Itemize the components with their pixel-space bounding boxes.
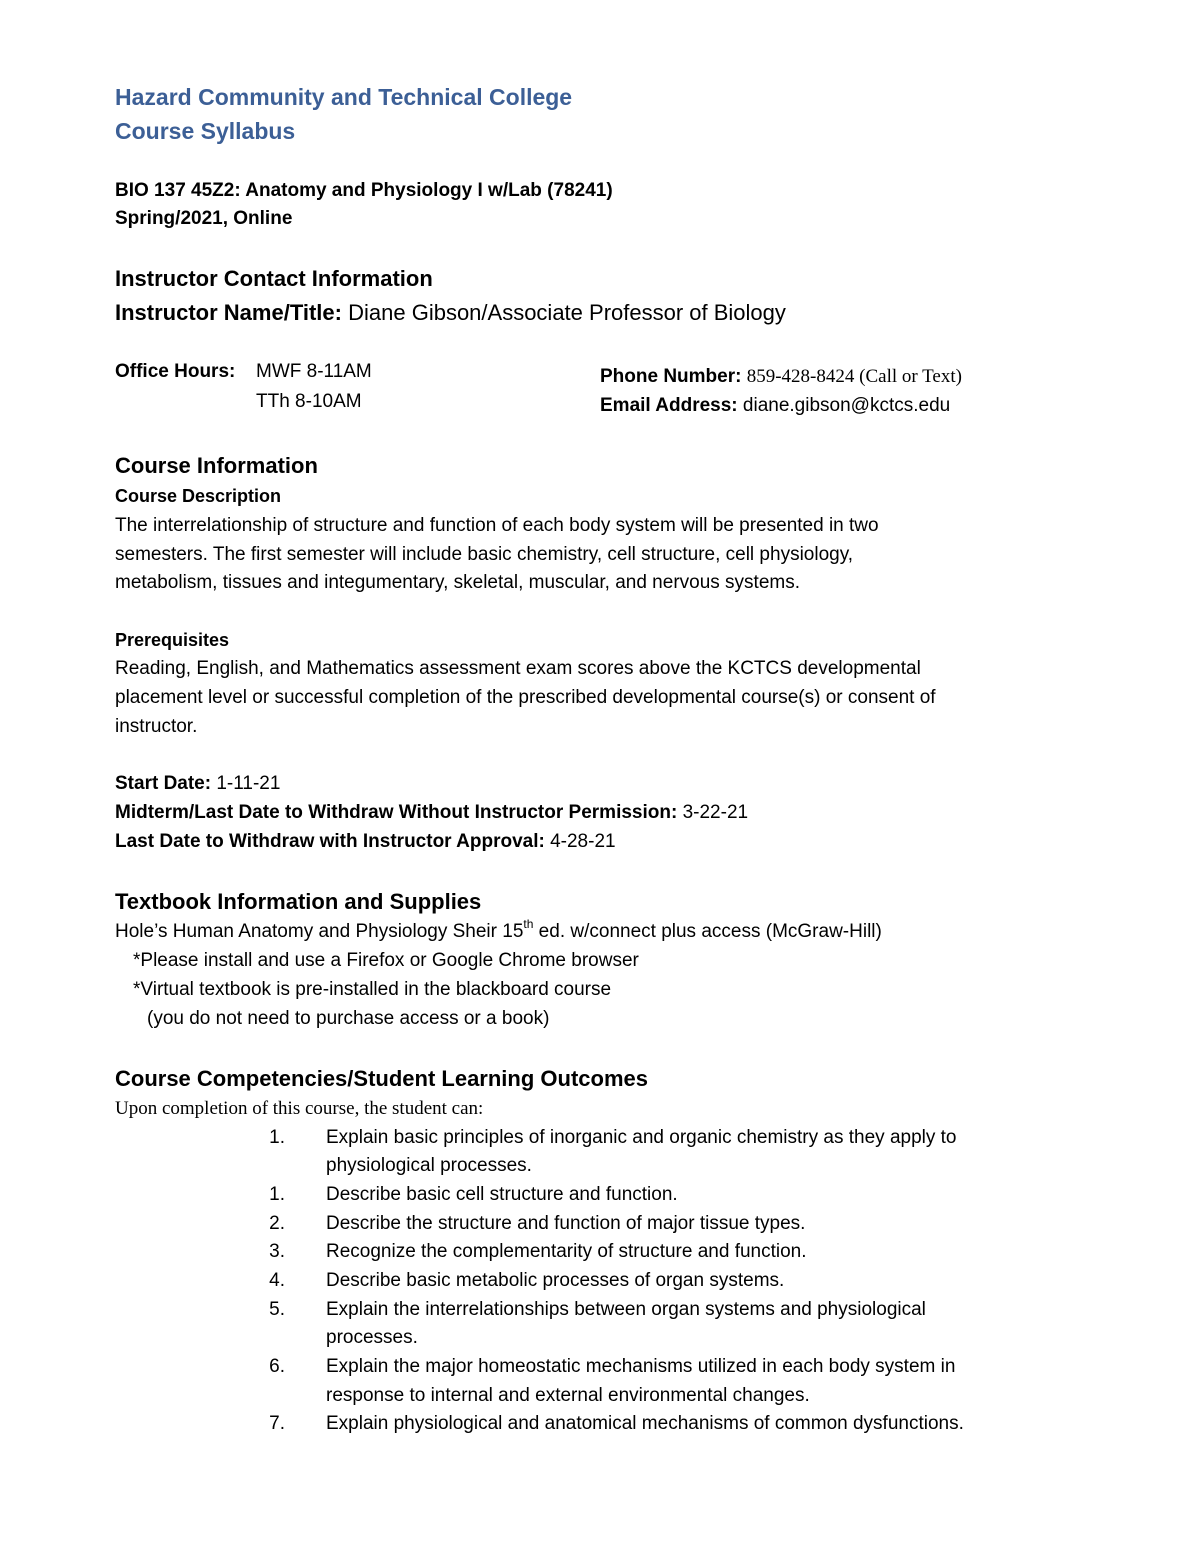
prerequisites-line: instructor.: [115, 716, 198, 737]
midterm-date-value: 3-22-21: [682, 802, 749, 823]
virtual-textbook-note: *Virtual textbook is pre-installed in the blackboard course: [133, 979, 612, 1000]
textbook-details: ed. w/connect plus access (McGraw-Hill): [533, 921, 882, 942]
course-description-line: metabolism, tissues and integumentary, skeletal, muscular, and nervous systems.: [115, 572, 801, 593]
textbook-edition-suffix: th: [523, 917, 534, 931]
outcome-number: 2.: [269, 1213, 285, 1234]
textbook-line: [115, 917, 882, 943]
outcome-number: 1.: [269, 1127, 285, 1148]
midterm-date-label: Midterm/Last Date to Withdraw Without Instructor Permission:: [115, 802, 678, 823]
outcome-number: 6.: [269, 1356, 285, 1377]
outcome-text: Describe basic cell structure and function.: [326, 1184, 678, 1205]
instructor-name-line: [115, 300, 786, 326]
email-line: [600, 395, 950, 417]
course-description-heading: Course Description: [115, 486, 282, 506]
outcome-number: 7.: [269, 1413, 285, 1434]
phone-label: Phone Number:: [600, 366, 742, 387]
outcome-number: 3.: [269, 1241, 285, 1262]
college-name: Hazard Community and Technical College: [115, 84, 573, 110]
outcome-number: 1.: [269, 1184, 285, 1205]
outcome-text: processes.: [326, 1327, 418, 1348]
outcome-text: Describe basic metabolic processes of organ systems.: [326, 1270, 785, 1291]
midterm-date-line: [115, 802, 748, 824]
office-hours-label: Office Hours:: [115, 361, 236, 382]
outcome-text: Recognize the complementarity of structure and function.: [326, 1241, 807, 1262]
prerequisites-line: Reading, English, and Mathematics assessment exam scores above the KCTCS developmental: [115, 658, 921, 679]
course-description-line: semesters. The first semester will include basic chemistry, cell structure, cell physiology,: [115, 544, 854, 565]
course-term: Spring/2021, Online: [115, 208, 293, 229]
outcomes-intro: Upon completion of this course, the student can:: [115, 1098, 484, 1119]
course-description-line: The interrelationship of structure and function of each body system will be presented in two: [115, 515, 879, 536]
outcome-number: 4.: [269, 1270, 285, 1291]
contact-heading: Instructor Contact Information: [115, 266, 433, 291]
office-hours-2: TTh 8-10AM: [256, 391, 362, 412]
prerequisites-line: placement level or successful completion of the prescribed developmental course(s) or consent of: [115, 687, 936, 708]
purchase-note: (you do not need to purchase access or a book): [147, 1008, 550, 1029]
outcome-text: Explain the major homeostatic mechanisms utilized in each body system in: [326, 1356, 956, 1377]
instructor-name-value: Diane Gibson/Associate Professor of Biology: [348, 300, 786, 325]
outcome-text: Explain the interrelationships between organ systems and physiological: [326, 1299, 926, 1320]
outcome-text: response to internal and external environmental changes.: [326, 1385, 810, 1406]
start-date-value: 1-11-21: [216, 773, 281, 794]
browser-note: *Please install and use a Firefox or Google Chrome browser: [133, 950, 639, 971]
outcome-text: Explain physiological and anatomical mechanisms of common dysfunctions.: [326, 1413, 964, 1434]
course-info-heading: Course Information: [115, 453, 318, 478]
outcome-text: Describe the structure and function of major tissue types.: [326, 1213, 806, 1234]
start-date-label: Start Date:: [115, 773, 212, 794]
instructor-name-label: Instructor Name/Title:: [115, 300, 342, 325]
textbook-heading: Textbook Information and Supplies: [115, 889, 482, 914]
email-label: Email Address:: [600, 395, 738, 416]
prerequisites-heading: Prerequisites: [115, 630, 230, 650]
withdraw-date-label: Last Date to Withdraw with Instructor Approval:: [115, 831, 545, 852]
outcome-text: Explain basic principles of inorganic and organic chemistry as they apply to: [326, 1127, 957, 1148]
phone-value: 859-428-8424 (Call or Text): [746, 366, 962, 387]
outcomes-heading: Course Competencies/Student Learning Outcomes: [115, 1066, 648, 1091]
phone-line: [600, 366, 962, 388]
withdraw-date-line: [115, 831, 616, 853]
email-value[interactable]: diane.gibson@kctcs.edu: [742, 395, 951, 416]
outcome-number: 5.: [269, 1299, 285, 1320]
textbook-title: Hole’s Human Anatomy and Physiology Sheir 15: [115, 921, 524, 942]
start-date-line: [115, 773, 280, 795]
withdraw-date-value: 4-28-21: [550, 831, 616, 852]
outcome-text: physiological processes.: [326, 1155, 532, 1176]
course-title: BIO 137 45Z2: Anatomy and Physiology I w/Lab (78241): [115, 180, 613, 201]
office-hours-1: MWF 8-11AM: [256, 361, 372, 382]
document-type: Course Syllabus: [115, 118, 296, 144]
